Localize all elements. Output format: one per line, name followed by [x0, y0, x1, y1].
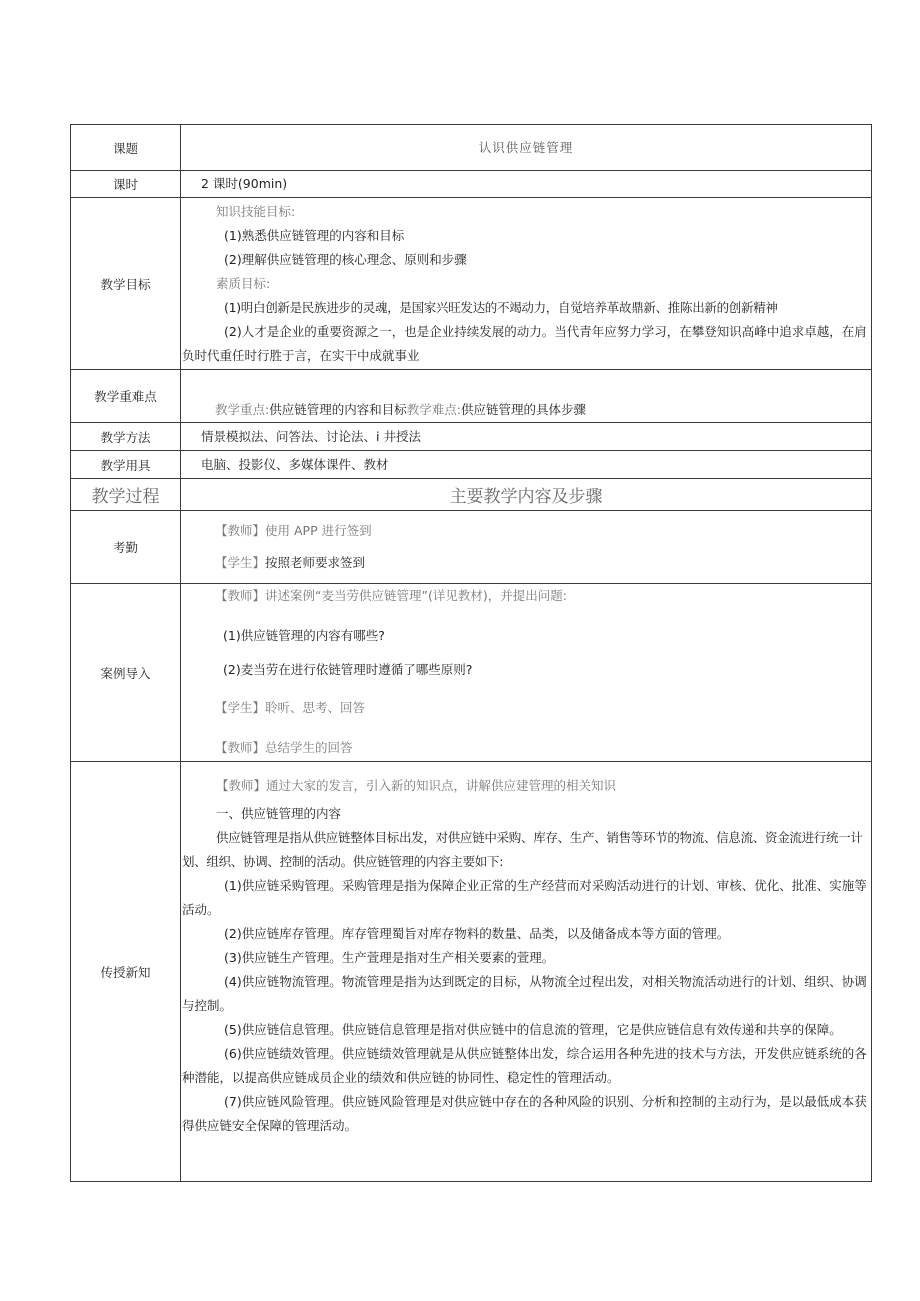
label-new-knowledge: 传授新知: [71, 762, 181, 1182]
row-hours: [71, 171, 872, 198]
row-keypoints: [71, 370, 872, 423]
tools-value: 电脑、投影仪、多媒体课件、教材: [181, 451, 872, 479]
teacher-tag: 【教师】: [215, 588, 266, 603]
difficulty-text: 供应链管理的具体步骤: [460, 402, 586, 417]
attendance-student-text: 按照老师要求签到: [265, 555, 366, 570]
content-item-1: (1)供应链采购管理。采购管理是指为保障企业正常的生产经营而对采购活动进行的计划、审核、优化、批准、实施等活动。: [182, 878, 867, 917]
case-student-text: 聆听、思考、回答: [265, 700, 366, 715]
knowledge-item-2: (2)理解供应链管理的核心理念、原则和步骤: [224, 251, 467, 267]
content-item-4: (4)供应链物流管理。物流管理是指为达到既定的目标，从物流全过程出发，对相关物流活动进行的计划、组织、协调与控制。: [182, 974, 867, 1013]
difficulty-label: 教学难点:: [406, 402, 461, 417]
quality-heading: 素质目标:: [216, 275, 271, 291]
row-tools: [71, 451, 872, 479]
teacher-tag: 【教师】: [216, 778, 267, 793]
content-item-3: (3)供应链生产管理。生产萱理是指对生产相关要素的萱理。: [224, 950, 555, 965]
row-methods: [71, 423, 872, 451]
row-process-header: [71, 479, 872, 511]
key-point-text: 供应链管理的内容和目标: [269, 402, 407, 417]
knowledge-item-1: (1)熟悉供应链管理的内容和目标: [224, 227, 405, 243]
label-topic: 课题: [71, 125, 181, 171]
content-item-5: (5)供应链信息管理。供应链信息管理是指对供应链中的信息流的管理，它是供应链信息有效传递和共享的保障。: [224, 1022, 842, 1037]
goals-content: [181, 198, 872, 370]
case-question-1: (1)供应链管理的内容有哪些?: [223, 628, 385, 643]
row-goals: [71, 198, 872, 370]
row-topic: [71, 125, 872, 171]
row-case: [71, 584, 872, 762]
lesson-plan-table: [70, 124, 872, 1182]
section-title: 一、供应链管理的内容: [216, 806, 342, 821]
label-keypoints: 教学重难点: [71, 370, 181, 423]
process-header-right: 主要教学内容及步骤: [181, 479, 872, 511]
case-question-2: (2)麦当劳在进行依链管理时遵循了哪些原则?: [223, 662, 473, 677]
label-methods: 教学方法: [71, 423, 181, 451]
key-point-label: 教学重点:: [215, 402, 270, 417]
new-knowledge-content: [181, 762, 872, 1182]
label-goals: 教学目标: [71, 198, 181, 370]
methods-value: 情景模拟法、问答法、讨论法、i 井授法: [181, 423, 872, 451]
process-header-left: 教学过程: [71, 479, 181, 511]
content-item-2: (2)供应链库存管理。库存管理蜀旨对库存物料的数量、品类，以及储备成本等方面的管理。: [224, 926, 730, 941]
teacher-tag: 【教师】: [215, 523, 266, 538]
label-tools: 教学用具: [71, 451, 181, 479]
attendance-teacher-text: 使用 APP 进行签到: [265, 523, 372, 538]
section-intro: 供应链管理是指从供应链整体目标出发，对供应链中采购、库存、生产、销售等环节的物流、信息流、资金流进行统一计划、组织、协调、控制的活动。供应链管理的内容主要如下:: [182, 830, 863, 869]
label-hours: 课时: [71, 171, 181, 198]
quality-item-1: (1)明白创新是民族进步的灵魂，是国家兴旺发达的不竭动力，自觉培养革故鼎新、推陈出新的创新精神: [224, 299, 778, 315]
content-item-6: (6)供应链绩效管理。供应链绩效管理就是从供应链整体出发，综合运用各种先进的技术与方法，开发供应链系统的各种潜能，以提高供应链成员企业的绩效和供应链的协同性、稳定性的管理活动。: [182, 1046, 867, 1085]
label-attendance: 考勤: [71, 511, 181, 584]
case-content: [181, 584, 872, 762]
case-summary-text: 总结学生的回答: [265, 740, 353, 755]
quality-item-2: (2)人才是企业的重要资源之一，也是企业持续发展的动力。当代青年应努力学习，在攀登知识高峰中追求卓越，在肩负时代重任时行胜于言，在实干中成就事业: [182, 323, 867, 363]
label-case: 案例导入: [71, 584, 181, 762]
teacher-tag: 【教师】: [215, 740, 266, 755]
attendance-content: [181, 511, 872, 584]
student-tag: 【学生】: [215, 700, 266, 715]
content-item-7: (7)供应链风险管理。供应链风险管理是对供应链中存在的各种风险的识别、分析和控制的主动行为，是以最低成本获得供应链安全保障的管理活动。: [182, 1094, 867, 1133]
row-new-knowledge: [71, 762, 872, 1182]
knowledge-heading: 知识技能目标:: [216, 203, 296, 219]
case-teacher-text: 讲述案例“麦当劳供应链管理”(详见教材)，并提出问题:: [265, 588, 567, 603]
lesson-title: 认识供应链管理: [181, 125, 872, 171]
newknow-teacher-text: 通过大家的发言，引入新的知识点，讲解供应建管理的相关知识: [266, 778, 617, 793]
hours-value: 2 课时(90min): [181, 171, 872, 198]
row-attendance: [71, 511, 872, 584]
student-tag: 【学生】: [215, 555, 266, 570]
keypoints-content: [181, 370, 872, 423]
